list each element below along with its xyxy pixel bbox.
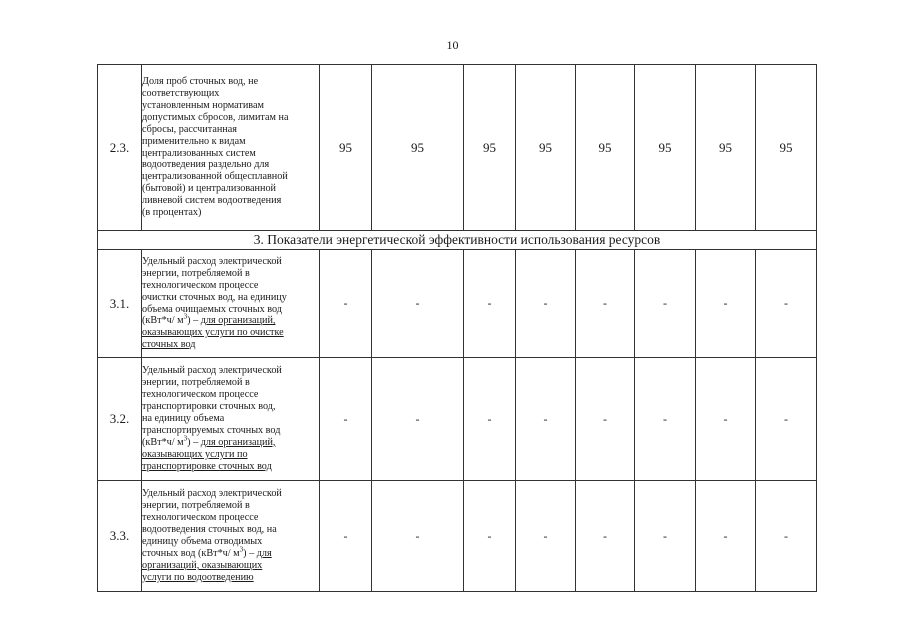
value-cell: - <box>464 250 516 358</box>
value-cell: 95 <box>756 65 817 231</box>
value-cell: - <box>464 481 516 592</box>
value-cell: - <box>635 481 696 592</box>
value-cell: - <box>696 358 756 481</box>
value-cell: 95 <box>576 65 635 231</box>
section-header-row <box>98 231 817 250</box>
value-cell: - <box>576 358 635 481</box>
value-cell: - <box>576 250 635 358</box>
row-number: 3.3. <box>98 481 142 592</box>
value-cell: - <box>635 358 696 481</box>
row-description: Удельный расход электрической энергии, потребляемой в технологическом процессе очистки сточных вод, на единицу объема очищаемых сточных вод (кВт*ч/ $м^3$) – для организаций, оказывающих услуги по очистке сточных вод <box>142 250 320 358</box>
value-cell: - <box>756 358 817 481</box>
value-cell: 95 <box>464 65 516 231</box>
value-cell: - <box>696 481 756 592</box>
value-cell: - <box>320 481 372 592</box>
value-cell: - <box>756 250 817 358</box>
value-cell: - <box>516 250 576 358</box>
table-row <box>98 250 817 358</box>
value-cell: - <box>576 481 635 592</box>
value-cell: - <box>635 250 696 358</box>
value-cell: 95 <box>635 65 696 231</box>
value-cell: - <box>320 250 372 358</box>
table-row <box>98 65 817 231</box>
page-number: 10 <box>446 38 459 52</box>
value-cell: - <box>372 358 464 481</box>
row-description: Удельный расход электрической энергии, потребляемой в технологическом процессе водоотведения сточных вод, на единицу объема отводимых сточных вод (кВт*ч/ $м^3$) – для организаций, оказывающих услуги по водоотведению <box>142 481 320 592</box>
row-number: 3.1. <box>98 250 142 358</box>
row-number: 3.2. <box>98 358 142 481</box>
value-cell: - <box>464 358 516 481</box>
indicators-table <box>97 64 817 592</box>
value-cell: - <box>696 250 756 358</box>
table-row <box>98 481 817 592</box>
value-cell: 95 <box>372 65 464 231</box>
value-cell: - <box>372 481 464 592</box>
value-cell: 95 <box>320 65 372 231</box>
section-title: 3. Показатели энергетической эффективности использования ресурсов <box>98 231 817 250</box>
table-row <box>98 358 817 481</box>
row-description: Удельный расход электрической энергии, потребляемой в технологическом процессе транспортировки сточных вод, на единицу объема транспортируемых сточных вод (кВт*ч/ $м^3$) – для организаций, оказывающих услуги по транспортировке сточных вод <box>142 358 320 481</box>
value-cell: - <box>516 481 576 592</box>
value-cell: - <box>756 481 817 592</box>
value-cell: 95 <box>696 65 756 231</box>
value-cell: 95 <box>516 65 576 231</box>
row-description: Доля проб сточных вод, не соответствующих установленным нормативам допустимых сбросов, лимитам на сбросы, рассчитанная применительно к видам централизованных систем водоотведения раздельно для централизованной общесплавной (бытовой) и централизованной ливневой систем водоотведения (в процентах) <box>142 65 320 231</box>
value-cell: - <box>320 358 372 481</box>
row-number: 2.3. <box>98 65 142 231</box>
value-cell: - <box>372 250 464 358</box>
value-cell: - <box>516 358 576 481</box>
